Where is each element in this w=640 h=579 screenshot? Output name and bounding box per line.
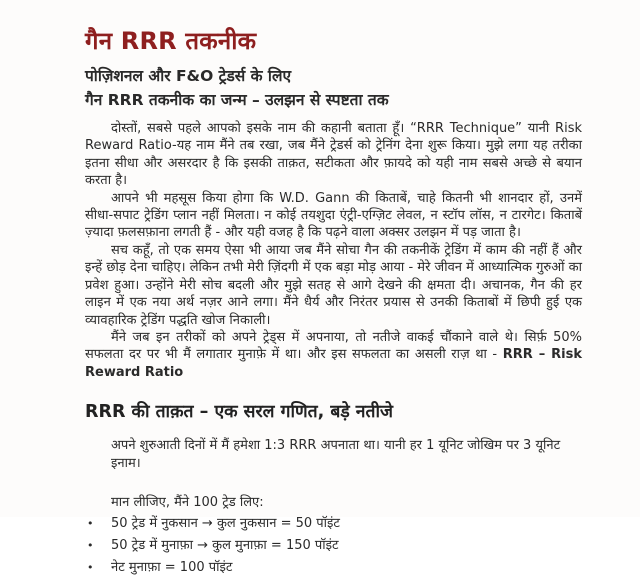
list-item-profit-text: 50 ट्रेड में मुनाफ़ा → कुल मुनाफ़ा = 150 पॉइंट (111, 538, 339, 554)
section-heading-rrr-power: RRR की ताक़त – एक सरल गणित, बड़े नतीजे (85, 402, 394, 423)
paragraph-1: दोस्तों, सबसे पहले आपको इसके नाम की कहानी बताता हूँ। “RRR Technique” यानी Risk Reward Ratio-यह नाम मैंने तब रखा, जब मैंने ट्रेडर्स को ट्रेनिंग देना शुरू किया। मुझे लगा यह तरीका इतना सीधा और असरदार है कि इसकी ताक़त, सटीकता और फ़ायदे को यही नाम सबसे अच्छे से बयान करता है। (85, 121, 582, 189)
list-intro-line: मान लीजिए, मैंने 100 ट्रेड लिए: (111, 494, 264, 510)
body-text-block (85, 120, 582, 381)
bullet-icon: • (87, 539, 94, 553)
trade-results-list (85, 513, 582, 579)
paragraph-4-text: मैंने जब इन तरीकों को अपने ट्रेड्स में अपनाया, तो नतीजे वाकई चौंकाने वाले थे। सिर्फ़ 50% सफलता दर पर भी मैं लगातार मुनाफ़े में था। और इस सफलता का असली राज़ था - (85, 329, 582, 363)
list-item-net-profit (85, 557, 582, 579)
list-item-profit (85, 535, 582, 557)
doc-subtitle-audience: पोज़िशनल और F&O ट्रेडर्स के लिए (85, 67, 292, 85)
paragraph-4-bold-phrase: RRR – Risk Reward Ratio (85, 347, 583, 380)
doc-subtitle-birth: गैन RRR तकनीक का जन्म – उलझन से स्पष्टता तक (85, 91, 389, 110)
list-item-net-profit-text: नेट मुनाफ़ा = 100 पॉइंट (111, 560, 233, 576)
paragraph-4 (85, 329, 582, 381)
bullet-icon: • (87, 561, 94, 575)
paragraph-3: सच कहूँ, तो एक समय ऐसा भी आया जब मैंने सोचा गैन की तकनीकें ट्रेडिंग में काम की नहीं हैं और इन्हें छोड़ देना चाहिए। लेकिन तभी मेरी ज़िंदगी में एक बड़ा मोड़ आया - मेरे जीवन में आध्यात्मिक गुरुओं का प्रवेश हुआ। उन्होंने मेरी सोच बदली और मुझे सतह से आगे देखने की क्षमता दी। अचानक, गैन की हर लाइन में एक नया अर्थ नज़र आने लगा। मैंने धैर्य और निरंतर प्रयास से उनकी किताबों में छिपी हुई एक व्यावहारिक ट्रेडिंग पद्धति खोज निकाली। (85, 242, 582, 328)
list-item-loss-text: 50 ट्रेड में नुकसान → कुल नुकसान = 50 पॉइंट (111, 516, 340, 532)
doc-title: गैन RRR तकनीक (85, 27, 257, 55)
bullet-icon: • (87, 517, 94, 531)
section-intro-line: अपने शुरुआती दिनों में मैं हमेशा 1:3 RRR अपनाता था। यानी हर 1 यूनिट जोखिम पर 3 यूनिट इनाम। (111, 438, 561, 471)
paragraph-2: आपने भी महसूस किया होगा कि W.D. Gann की किताबें, चाहे कितनी भी शानदार हों, उनमें सीधा-सपाट ट्रेडिंग प्लान नहीं मिलता। न कोई तयशुदा एंट्री-एग्ज़िट लेवल, न स्टॉप लॉस, न टारगेट। किताबें ज़्यादा फ़लसफ़ाना लगती हैं - और यही वजह है कि पढ़ने वाला अक्सर उलझन में पड़ जाता है। (85, 190, 582, 241)
